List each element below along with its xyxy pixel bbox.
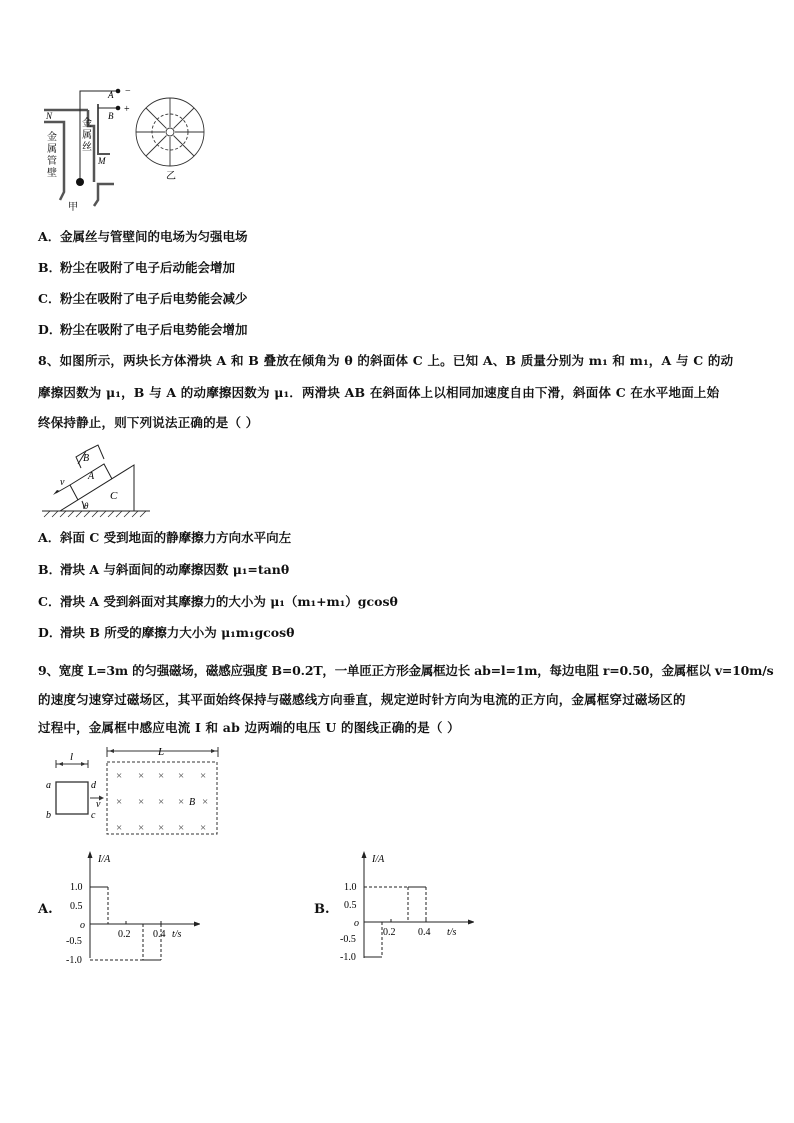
svg-text:×: ×	[158, 770, 165, 782]
option-text: 斜面 C 受到地面的静摩擦力方向水平向左	[60, 530, 292, 545]
option-label: B．	[38, 562, 62, 577]
q8-option-a	[38, 530, 291, 546]
svg-text:×: ×	[116, 822, 123, 834]
q9-stem-line-2: 的速度匀速穿过磁场区，其平面始终保持与磁感线方向垂直，规定逆时针方向为电流的正方向，金属框穿过磁场区的	[38, 692, 686, 707]
y-tick: 0.5	[344, 900, 357, 911]
y-tick: -1.0	[66, 955, 82, 966]
svg-text:×: ×	[138, 796, 145, 808]
svg-text:×: ×	[116, 770, 123, 782]
q7-option-d	[38, 322, 248, 338]
corner-c-label: c	[91, 810, 96, 821]
velocity-label: v	[96, 799, 101, 810]
y-axis-label: I/A	[98, 854, 111, 865]
label-m: M	[98, 156, 106, 166]
graph-a-label: A.	[38, 902, 53, 917]
width-l-label: L	[158, 746, 165, 758]
option-label: D．	[38, 322, 62, 337]
electrostatic-precipitator-figure	[38, 82, 218, 212]
graph-b	[334, 848, 474, 968]
x-tick: 0.4	[418, 927, 431, 938]
origin-label: o	[354, 918, 359, 929]
incline-blocks-figure	[38, 443, 158, 523]
svg-text:×: ×	[116, 796, 123, 808]
option-text: 粉尘在吸附了电子后电势能会增加	[60, 322, 248, 337]
option-label: C．	[38, 594, 61, 609]
option-label: D．	[38, 625, 62, 640]
corner-b-label: b	[46, 810, 51, 821]
incline-c-label: C	[110, 490, 118, 502]
q8-stem-line-3: 终保持静止，则下列说法正确的是（ ）	[38, 415, 259, 430]
option-text: 滑块 A 与斜面间的动摩擦因数 μ₁=tanθ	[60, 562, 290, 577]
side-l-label: l	[70, 751, 74, 763]
field-b-label: B	[189, 797, 196, 808]
option-text: 粉尘在吸附了电子后电势能会减少	[60, 291, 248, 306]
svg-text:×: ×	[158, 796, 165, 808]
x-axis-label: t/s	[172, 929, 182, 940]
svg-text:×: ×	[178, 770, 185, 782]
svg-text:×: ×	[200, 770, 207, 782]
option-text: 滑块 A 受到斜面对其摩擦力的大小为 μ₁（m₁+m₁）gcosθ	[60, 594, 398, 609]
y-tick: 0.5	[70, 901, 83, 912]
figure-jia-caption: 甲	[68, 202, 78, 212]
y-axis-label: I/A	[372, 854, 385, 865]
q8-option-d	[38, 625, 295, 641]
velocity-label: v	[60, 477, 65, 488]
svg-text:×: ×	[158, 822, 165, 834]
terminal-b-label: B	[108, 111, 114, 121]
figure-yi-caption: 乙	[166, 171, 176, 182]
wire-label: 金属丝	[82, 118, 92, 153]
q8-option-b	[38, 562, 289, 578]
x-axis-label: t/s	[447, 927, 457, 938]
y-tick: 1.0	[344, 882, 357, 893]
svg-text:×: ×	[138, 822, 145, 834]
q7-option-b	[38, 260, 235, 276]
q7-option-c	[38, 291, 248, 307]
svg-text:×: ×	[178, 796, 185, 808]
minus-sign: −	[125, 86, 131, 97]
graph-a	[60, 848, 200, 968]
option-text: 金属丝与管壁间的电场为匀强电场	[60, 229, 248, 244]
option-label: C．	[38, 291, 61, 306]
block-b-label: B	[83, 453, 90, 464]
terminal-a-label: A	[108, 90, 114, 100]
q8-stem-line-1: 8、如图所示，两块长方体滑块 A 和 B 叠放在倾角为 θ 的斜面体 C 上。已知 A、B 质量分别为 m₁ 和 m₁，A 与 C 的动	[38, 353, 734, 368]
option-label: A．	[38, 530, 61, 545]
y-tick: -0.5	[66, 936, 82, 947]
option-text: 粉尘在吸附了电子后动能会增加	[60, 260, 236, 275]
magnetic-field-figure	[38, 745, 228, 837]
plus-sign: +	[124, 104, 130, 115]
y-tick: -0.5	[340, 934, 356, 945]
x-tick: 0.4	[153, 929, 166, 940]
option-label: B．	[38, 260, 62, 275]
q7-option-a	[38, 229, 248, 245]
q8-stem-line-2: 摩擦因数为 μ₁，B 与 A 的动摩擦因数为 μ₁．两滑块 AB 在斜面体上以相同加速度自由下滑，斜面体 C 在水平地面上始	[38, 385, 720, 400]
corner-d-label: d	[91, 780, 96, 791]
svg-text:×: ×	[200, 822, 207, 834]
y-tick: -1.0	[340, 952, 356, 963]
corner-a-label: a	[46, 780, 51, 791]
x-tick: 0.2	[118, 929, 131, 940]
q8-option-c	[38, 594, 398, 610]
y-tick: 1.0	[70, 882, 83, 893]
label-n: N	[46, 111, 53, 121]
graph-b-label: B.	[314, 902, 330, 917]
svg-text:×: ×	[138, 770, 145, 782]
option-text: 滑块 B 所受的摩擦力大小为 μ₁m₁gcosθ	[60, 625, 295, 640]
origin-label: o	[80, 920, 85, 931]
q9-stem-line-1: 9、宽度 L=3m 的匀强磁场，磁感应强度 B=0.2T，一单匝正方形金属框边长 ab=l=1m，每边电阻 r=0.50，金属框以 v=10m/s	[38, 663, 774, 678]
x-tick: 0.2	[383, 927, 396, 938]
option-label: A．	[38, 229, 61, 244]
pipe-wall-label: 金属管壁	[47, 132, 57, 179]
block-a-label: A	[88, 471, 95, 482]
theta-label: θ	[84, 501, 89, 511]
svg-text:×: ×	[202, 796, 209, 808]
q9-stem-line-3: 过程中，金属框中感应电流 I 和 ab 边两端的电压 U 的图线正确的是（ ）	[38, 720, 460, 735]
svg-text:×: ×	[178, 822, 185, 834]
